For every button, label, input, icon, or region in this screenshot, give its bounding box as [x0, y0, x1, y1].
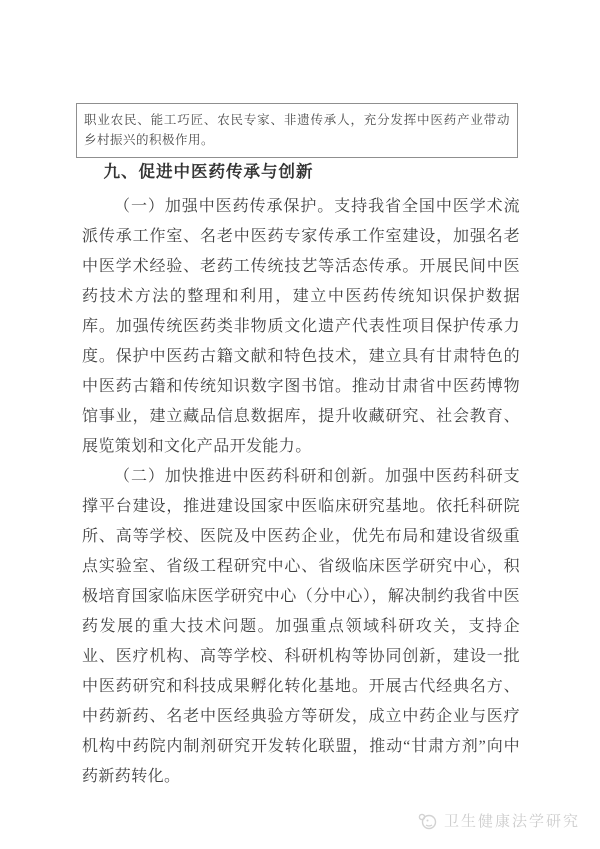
paragraph-inheritance-protection: （一）加强中医药传承保护。支持我省全国中医学术流派传承工作室、名老中医药专家传承工作室建设，加强名老中医学术经验、老药工传统技艺等活态传承。开展民间中医药技术方法的整理和利用，建立中医药传统知识保护数据库。加强传统医药类非物质文化遗产代表性项目保护传承力度。保护中医药古籍文献和特色技术，建立具有甘肃特色的中医药古籍和传统知识数字图书馆。推动甘肃省中医药博物馆事业，建立藏品信息数据库，提升收藏研究、社会教育、展览策划和文化产品开发能力。	[82, 198, 520, 455]
watermark-logo-icon	[416, 812, 438, 830]
watermark-text: 卫生健康法学研究	[443, 813, 580, 830]
watermark	[416, 810, 580, 831]
paragraph-research-innovation: （二）加快推进中医药科研和创新。加强中医药科研支撑平台建设，推进建设国家中医临床研究基地。依托科研院所、高等学校、医院及中医药企业，优先布局和建设省级重点实验室、省级工程研究中心、省级临床医学研究中心，积极培育国家临床医学研究中心（分中心），解决制约我省中医药发展的重大技术问题。加强重点领域科研攻关，支持企业、医疗机构、高等学校、科研机构等协同创新，建设一批中医药研究和科技成果孵化转化基地。开展古代经典名方、中药新药、名老中医经典验方等研发，成立中药企业与医疗机构中药院内制剂研究开发转化联盟，推动“甘肃方剂”向中药新药转化。	[82, 468, 520, 785]
section-heading: 九、促进中医药传承与创新	[103, 163, 314, 181]
boxed-note-text: 职业农民、能工巧匠、农民专家、非遗传承人，充分发挥中医药产业带动乡村振兴的积极作用。	[84, 113, 510, 147]
document-content	[82, 160, 520, 792]
boxed-note	[76, 103, 518, 158]
